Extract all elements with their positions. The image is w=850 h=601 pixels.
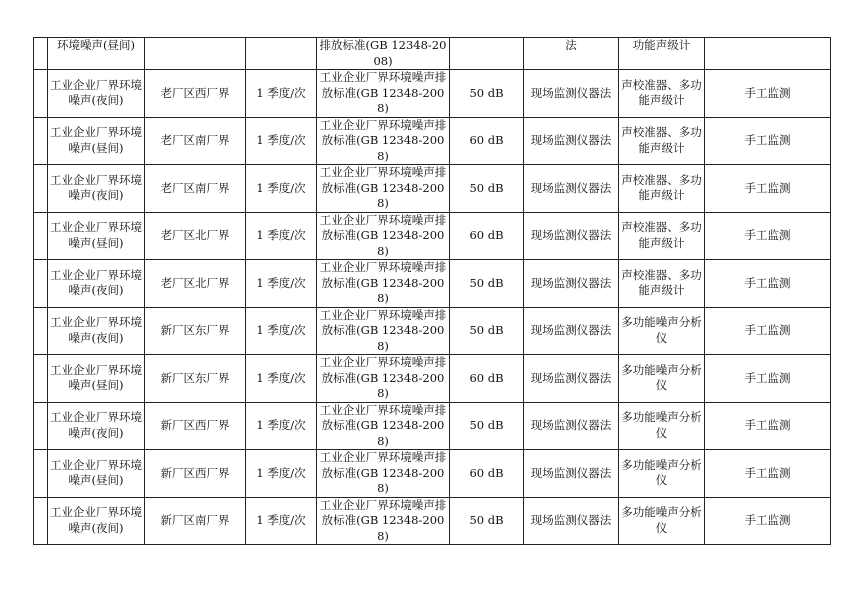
method-cell: 现场监测仪器法: [524, 165, 619, 213]
mode-cell: 手工监测: [705, 497, 831, 545]
item-cell: 工业企业厂界环境噪声(夜间): [48, 70, 145, 118]
limit-cell: 60 dB: [450, 450, 524, 498]
item-cell: 工业企业厂界环境噪声(昼间): [48, 212, 145, 260]
mode-cell: 手工监测: [705, 70, 831, 118]
limit-cell: 50 dB: [450, 260, 524, 308]
method-cell: 现场监测仪器法: [524, 355, 619, 403]
method-cell: 法: [524, 38, 619, 70]
instrument-cell: 声校准器、多功能声级计: [619, 260, 705, 308]
group-cell: [34, 450, 48, 498]
frequency-cell: [246, 38, 317, 70]
limit-cell: 50 dB: [450, 497, 524, 545]
mode-cell: 手工监测: [705, 117, 831, 165]
standard-cell: 工业企业厂界环境噪声排放标准(GB 12348-2008): [317, 402, 450, 450]
method-cell: 现场监测仪器法: [524, 117, 619, 165]
mode-cell: 手工监测: [705, 307, 831, 355]
location-cell: 老厂区南厂界: [145, 117, 246, 165]
table-row: [34, 117, 831, 165]
standard-cell: 排放标准(GB 12348-2008): [317, 38, 450, 70]
standard-cell: 工业企业厂界环境噪声排放标准(GB 12348-2008): [317, 117, 450, 165]
method-cell: 现场监测仪器法: [524, 70, 619, 118]
group-cell: [34, 260, 48, 308]
instrument-cell: 功能声级计: [619, 38, 705, 70]
location-cell: 老厂区西厂界: [145, 70, 246, 118]
location-cell: 新厂区东厂界: [145, 355, 246, 403]
frequency-cell: 1 季度/次: [246, 497, 317, 545]
standard-cell: 工业企业厂界环境噪声排放标准(GB 12348-2008): [317, 355, 450, 403]
location-cell: 新厂区南厂界: [145, 497, 246, 545]
table-row: [34, 260, 831, 308]
item-cell: 工业企业厂界环境噪声(夜间): [48, 260, 145, 308]
location-cell: [145, 38, 246, 70]
item-cell: 工业企业厂界环境噪声(昼间): [48, 450, 145, 498]
method-cell: 现场监测仪器法: [524, 307, 619, 355]
group-cell: [34, 38, 48, 70]
item-cell: 工业企业厂界环境噪声(夜间): [48, 165, 145, 213]
location-cell: 新厂区西厂界: [145, 402, 246, 450]
instrument-cell: 声校准器、多功能声级计: [619, 70, 705, 118]
standard-cell: 工业企业厂界环境噪声排放标准(GB 12348-2008): [317, 497, 450, 545]
mode-cell: 手工监测: [705, 260, 831, 308]
standard-cell: 工业企业厂界环境噪声排放标准(GB 12348-2008): [317, 307, 450, 355]
standard-cell: 工业企业厂界环境噪声排放标准(GB 12348-2008): [317, 450, 450, 498]
standard-cell: 工业企业厂界环境噪声排放标准(GB 12348-2008): [317, 260, 450, 308]
standard-cell: 工业企业厂界环境噪声排放标准(GB 12348-2008): [317, 212, 450, 260]
method-cell: 现场监测仪器法: [524, 212, 619, 260]
table-row: [34, 402, 831, 450]
instrument-cell: 多功能噪声分析仪: [619, 450, 705, 498]
limit-cell: [450, 38, 524, 70]
instrument-cell: 多功能噪声分析仪: [619, 355, 705, 403]
location-cell: 新厂区东厂界: [145, 307, 246, 355]
table-body: [34, 38, 831, 545]
instrument-cell: 声校准器、多功能声级计: [619, 165, 705, 213]
instrument-cell: 声校准器、多功能声级计: [619, 117, 705, 165]
instrument-cell: 多功能噪声分析仪: [619, 307, 705, 355]
group-cell: [34, 355, 48, 403]
limit-cell: 50 dB: [450, 165, 524, 213]
group-cell: [34, 117, 48, 165]
location-cell: 老厂区南厂界: [145, 165, 246, 213]
mode-cell: 手工监测: [705, 450, 831, 498]
monitoring-table: [33, 37, 831, 545]
table-row: [34, 307, 831, 355]
instrument-cell: 多功能噪声分析仪: [619, 402, 705, 450]
method-cell: 现场监测仪器法: [524, 402, 619, 450]
mode-cell: [705, 38, 831, 70]
group-cell: [34, 307, 48, 355]
mode-cell: 手工监测: [705, 355, 831, 403]
group-cell: [34, 212, 48, 260]
instrument-cell: 声校准器、多功能声级计: [619, 212, 705, 260]
frequency-cell: 1 季度/次: [246, 355, 317, 403]
limit-cell: 60 dB: [450, 212, 524, 260]
instrument-cell: 多功能噪声分析仪: [619, 497, 705, 545]
frequency-cell: 1 季度/次: [246, 212, 317, 260]
table-row: [34, 212, 831, 260]
limit-cell: 60 dB: [450, 355, 524, 403]
group-cell: [34, 165, 48, 213]
location-cell: 新厂区西厂界: [145, 450, 246, 498]
table-row: [34, 450, 831, 498]
item-cell: 环境噪声(昼间): [48, 38, 145, 70]
table-row-partial: [34, 38, 831, 70]
standard-cell: 工业企业厂界环境噪声排放标准(GB 12348-2008): [317, 70, 450, 118]
frequency-cell: 1 季度/次: [246, 165, 317, 213]
table-row: [34, 70, 831, 118]
frequency-cell: 1 季度/次: [246, 117, 317, 165]
method-cell: 现场监测仪器法: [524, 497, 619, 545]
item-cell: 工业企业厂界环境噪声(夜间): [48, 307, 145, 355]
group-cell: [34, 70, 48, 118]
location-cell: 老厂区北厂界: [145, 212, 246, 260]
item-cell: 工业企业厂界环境噪声(夜间): [48, 497, 145, 545]
method-cell: 现场监测仪器法: [524, 450, 619, 498]
limit-cell: 50 dB: [450, 70, 524, 118]
mode-cell: 手工监测: [705, 165, 831, 213]
group-cell: [34, 402, 48, 450]
mode-cell: 手工监测: [705, 402, 831, 450]
group-cell: [34, 497, 48, 545]
item-cell: 工业企业厂界环境噪声(昼间): [48, 355, 145, 403]
frequency-cell: 1 季度/次: [246, 450, 317, 498]
frequency-cell: 1 季度/次: [246, 307, 317, 355]
frequency-cell: 1 季度/次: [246, 402, 317, 450]
method-cell: 现场监测仪器法: [524, 260, 619, 308]
table-row: [34, 165, 831, 213]
item-cell: 工业企业厂界环境噪声(昼间): [48, 117, 145, 165]
location-cell: 老厂区北厂界: [145, 260, 246, 308]
table-row: [34, 497, 831, 545]
standard-cell: 工业企业厂界环境噪声排放标准(GB 12348-2008): [317, 165, 450, 213]
table-row: [34, 355, 831, 403]
limit-cell: 50 dB: [450, 307, 524, 355]
mode-cell: 手工监测: [705, 212, 831, 260]
limit-cell: 60 dB: [450, 117, 524, 165]
item-cell: 工业企业厂界环境噪声(夜间): [48, 402, 145, 450]
limit-cell: 50 dB: [450, 402, 524, 450]
frequency-cell: 1 季度/次: [246, 70, 317, 118]
frequency-cell: 1 季度/次: [246, 260, 317, 308]
